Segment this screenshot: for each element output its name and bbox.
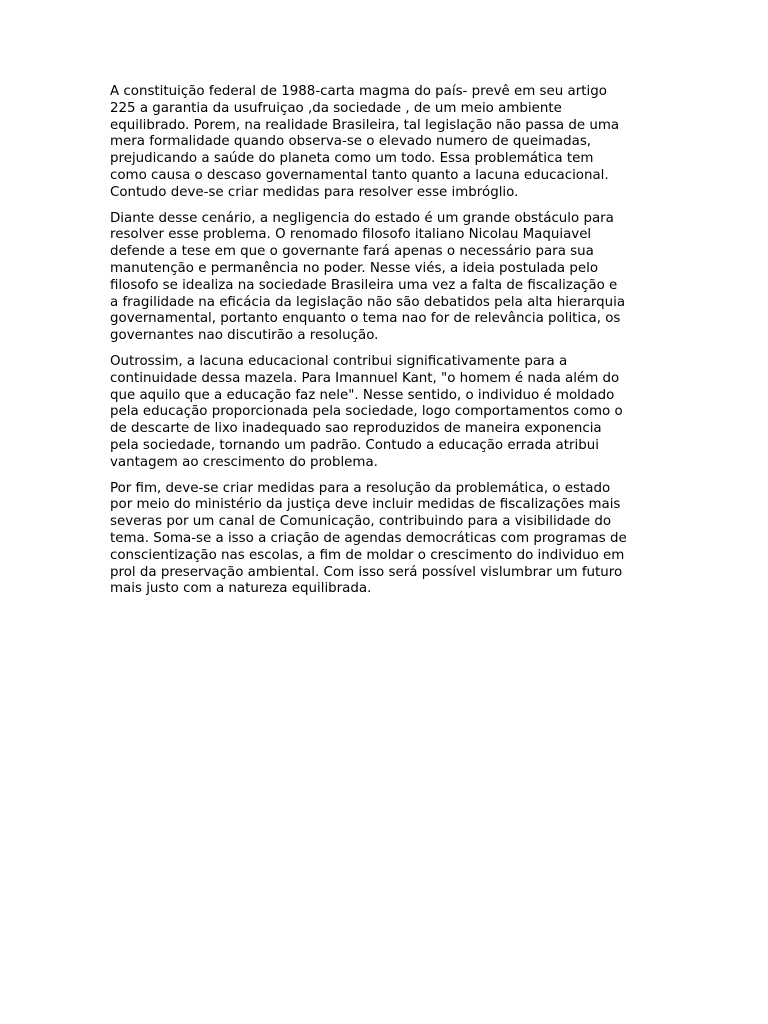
paragraph-introduction: A constituição federal de 1988-carta magma do país- prevê em seu artigo 225 a garantia da usufruiçao ,da sociedade , de um meio ambiente equilibrado. Porem, na realidade Brasileira, tal legislação não passa de uma mera formalidade quando observa-se o elevado numero de queimadas, prejudicando a saúde do planeta como um todo. Essa problemática tem como causa o descaso governamental tanto quanto a lacuna educacional. Contudo deve-se criar medidas para resolver esse imbróglio. — [110, 84, 620, 200]
paragraph-development-1: Diante desse cenário, a negligencia do estado é um grande obstáculo para resolver esse problema. O renomado filosofo italiano Nicolau Maquiavel defende a tese em que o governante fará apenas o necessário para sua manutenção e permanência no poder. Nesse viés, a ideia postulada pelo filosofo se idealiza na sociedade Brasileira uma vez a falta de fiscalização e a fragilidade na eficácia da legislação não são debatidos pela alta hierarquia governamental, portanto enquanto o tema nao for de relevância politica, os governantes nao discutirão a resolução. — [110, 210, 626, 344]
essay-body — [110, 84, 660, 607]
paragraph-development-2: Outrossim, a lacuna educacional contribui significativamente para a continuidade dessa mazela. Para Imannuel Kant, "o homem é nada além do que aquilo que a educação faz nele". Nesse sentido, o individuo é moldado pela educação proporcionada pela sociedade, logo comportamentos como o de descarte de lixo inadequado sao reproduzidos de maneira exponencia pela sociedade, tornando um padrão. Contudo a educação errada atribui vantagem ao crescimento do problema. — [110, 353, 623, 470]
paragraph-conclusion: Por fim, deve-se criar medidas para a resolução da problemática, o estado por meio do ministério da justiça deve incluir medidas de fiscalizações mais severas por um canal de Comunicação, contribuindo para a visibilidade do tema. Soma-se a isso a criação de agendas democráticas com programas de conscientização nas escolas, a fim de moldar o crescimento do individuo em prol da preservação ambiental. Com isso será possível vislumbrar um futuro mais justo com a natureza equilibrada. — [110, 480, 627, 597]
